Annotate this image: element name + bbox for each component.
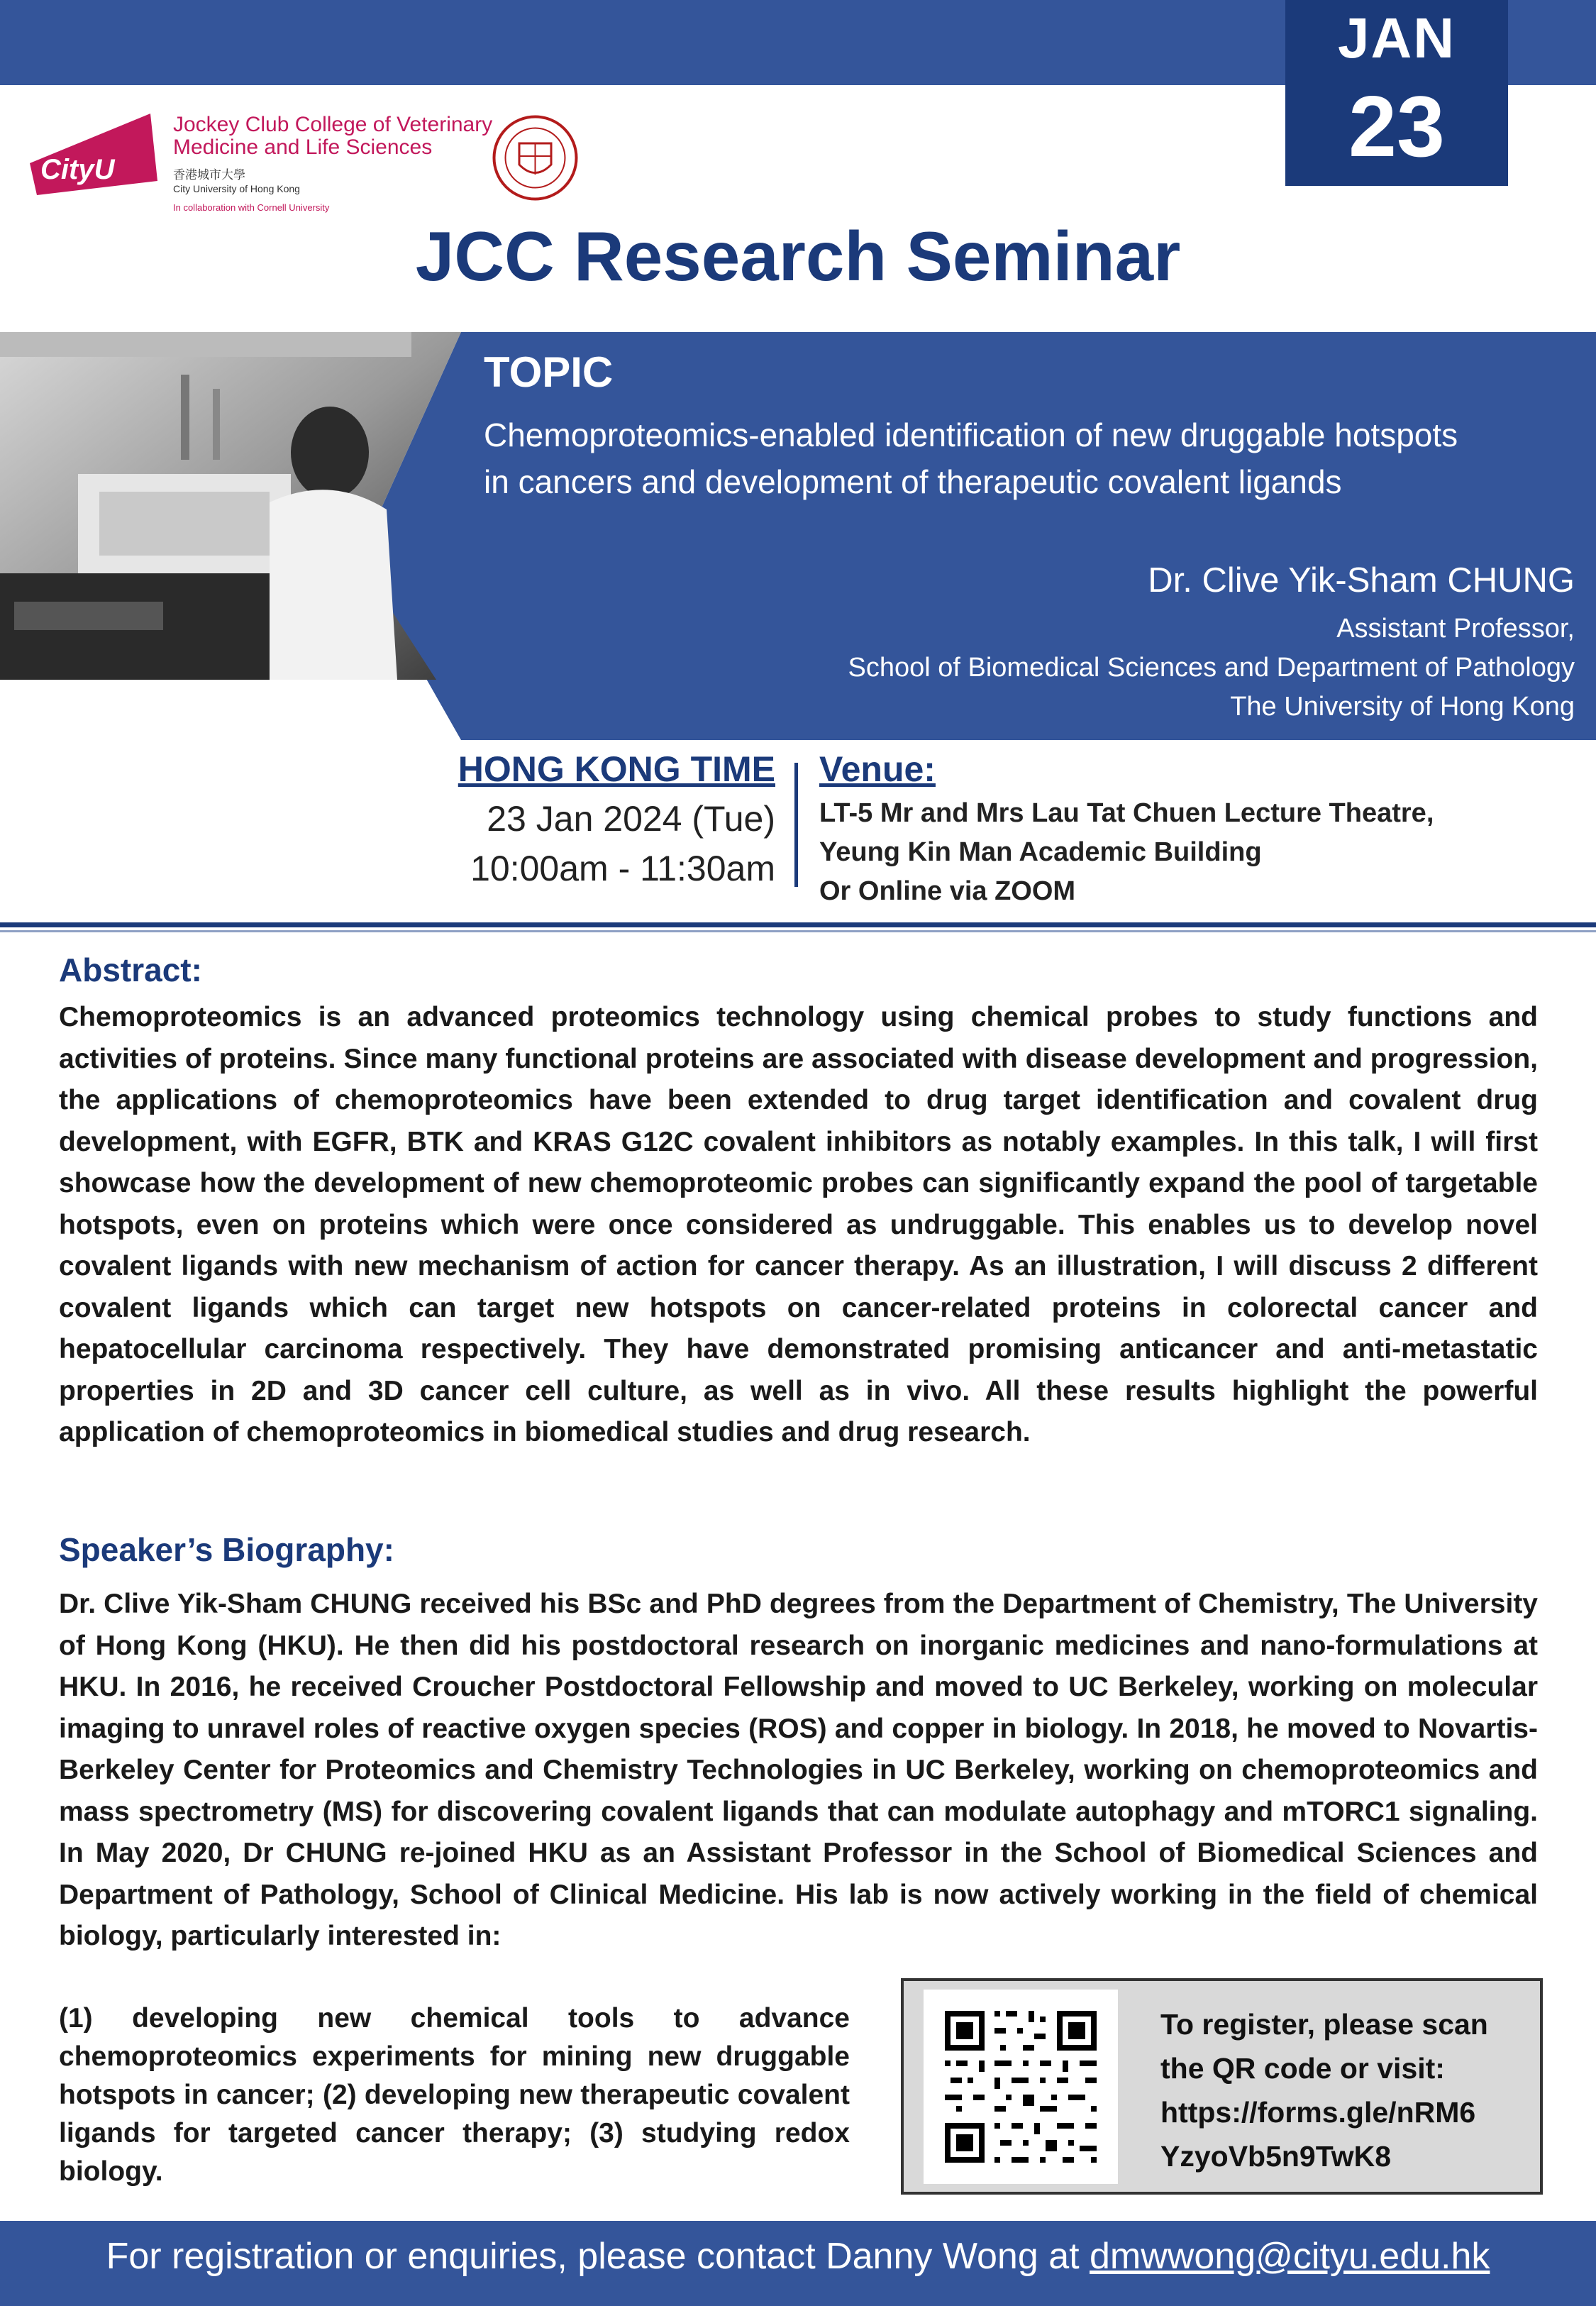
event-hours: 10:00am - 11:30am — [470, 849, 775, 888]
topic-title-line2: in cancers and development of therapeutic covalent ligands — [484, 463, 1342, 500]
time-label: HONG KONG TIME — [458, 749, 775, 789]
college-name — [173, 114, 492, 159]
venue-label: Venue: — [819, 749, 936, 789]
page-title: JCC Research Seminar — [415, 217, 1181, 295]
event-date: 23 Jan 2024 (Tue) — [487, 799, 775, 839]
register-line-2: the QR code or visit: — [1160, 2052, 1445, 2085]
contact-email-link[interactable]: dmwwong@cityu.edu.hk — [1090, 2236, 1490, 2277]
speaker-university: The University of Hong Kong — [1230, 692, 1575, 722]
date-month: JAN — [1337, 6, 1456, 70]
collaboration-note: In collaboration with Cornell University — [173, 202, 330, 213]
topic-title-line1: Chemoproteomics-enabled identification of new druggable hotspots — [484, 416, 1458, 453]
biography-text: Dr. Clive Yik-Sham CHUNG received his BSc and PhD degrees from the Department of Chemistry, The University of Hong Kong (HKU). He then did his postdoctoral research on inorganic medicines and nano-formulations at HKU. In 2016, he received Croucher Postdoctoral Fellowship and moved to UC Berkeley, working on molecular imaging to unravel roles of reactive oxygen species (ROS) and copper in biology. In 2018, he moved to Novartis-Berkeley Center for Proteomics and Chemistry Technologies in UC Berkeley, working on chemoproteomics and mass spectrometry (MS) for discovering covalent ligands that can modulate autophagy and mTORC1 signaling. In May 2020, Dr CHUNG re-joined HKU as an Assistant Professor in the School of Biomedical Sciences and Department of Pathology, School of Clinical Medicine. His lab is now actively working in the field of chemical biology, particularly interested in: — [59, 1589, 1538, 1951]
register-line-1: To register, please scan — [1160, 2008, 1488, 2041]
biography-interests: (1) developing new chemical tools to advance chemoproteomics experiments for mining new druggable hotspots in cancer; (2) developing new therapeutic covalent ligands for targeted cancer therapy; (3) studying redox biology. — [59, 2003, 850, 2187]
qr-code[interactable] — [924, 1990, 1118, 2184]
date-box — [1285, 0, 1508, 186]
college-name-line2: Medicine and Life Sciences — [173, 136, 433, 159]
date-day: 23 — [1348, 78, 1445, 175]
university-name: City University of Hong Kong — [173, 183, 300, 194]
cornell-seal-icon — [491, 114, 580, 202]
qr-code-icon — [924, 1990, 1118, 2184]
speaker-position: Assistant Professor, — [1336, 614, 1575, 644]
topic-title — [484, 412, 1583, 505]
time-venue-divider — [794, 763, 798, 887]
biography-heading: Speaker’s Biography: — [59, 1531, 394, 1568]
speaker-school: School of Biomedical Sciences and Department of Pathology — [848, 653, 1575, 683]
venue-line-1: LT-5 Mr and Mrs Lau Tat Chuen Lecture Theatre, — [819, 798, 1434, 828]
topic-label: TOPIC — [484, 348, 614, 396]
venue-line-3: Or Online via ZOOM — [819, 876, 1076, 906]
abstract-text: Chemoproteomics is an advanced proteomics technology using chemical probes to study functions and activities of proteins. Since many functional proteins are associated with disease development and progression, the applications of chemoproteomics have been extended to drug target identification and covalent drug development, with EGFR, BTK and KRAS G12C covalent inhibitors as notably examples. In this talk, I will first showcase how the development of new chemoproteomic probes can significantly expand the pool of targetable hotspots, even on proteins which were once considered as undruggable. This enables us to develop novel covalent ligands with new mechanism of action for cancer therapy. As an illustration, I will discuss 2 different covalent ligands which can target new hotspots on cancer-related proteins in colorectal cancer and hepatocellular carcinoma respectively. They have demonstrated promising anticancer and anti-metastatic properties in 2D and 3D cancer cell culture, as well as in vivo. All these results highlight the powerful application of chemoproteomics in biomedical studies and drug research. — [59, 1002, 1538, 1447]
section-divider-thin — [0, 930, 1596, 932]
abstract-heading: Abstract: — [59, 951, 202, 988]
footer-contact — [0, 2235, 1596, 2278]
college-chinese-name: 香港城市大學 — [173, 168, 245, 182]
cityu-logo — [16, 114, 161, 199]
cityu-logo-text: CityU — [40, 154, 115, 185]
footer-contact-text: For registration or enquiries, please contact Danny Wong at — [106, 2236, 1090, 2277]
venue-line-2: Yeung Kin Man Academic Building — [819, 837, 1262, 867]
register-link-part-2[interactable]: YzyoVb5n9TwK8 — [1160, 2140, 1392, 2173]
speaker-name: Dr. Clive Yik-Sham CHUNG — [1148, 561, 1575, 600]
register-link-part-1[interactable]: https://forms.gle/nRM6 — [1160, 2096, 1476, 2129]
section-divider — [0, 922, 1596, 927]
college-name-line1: Jockey Club College of Veterinary — [173, 113, 493, 136]
register-instructions — [1160, 2002, 1529, 2178]
